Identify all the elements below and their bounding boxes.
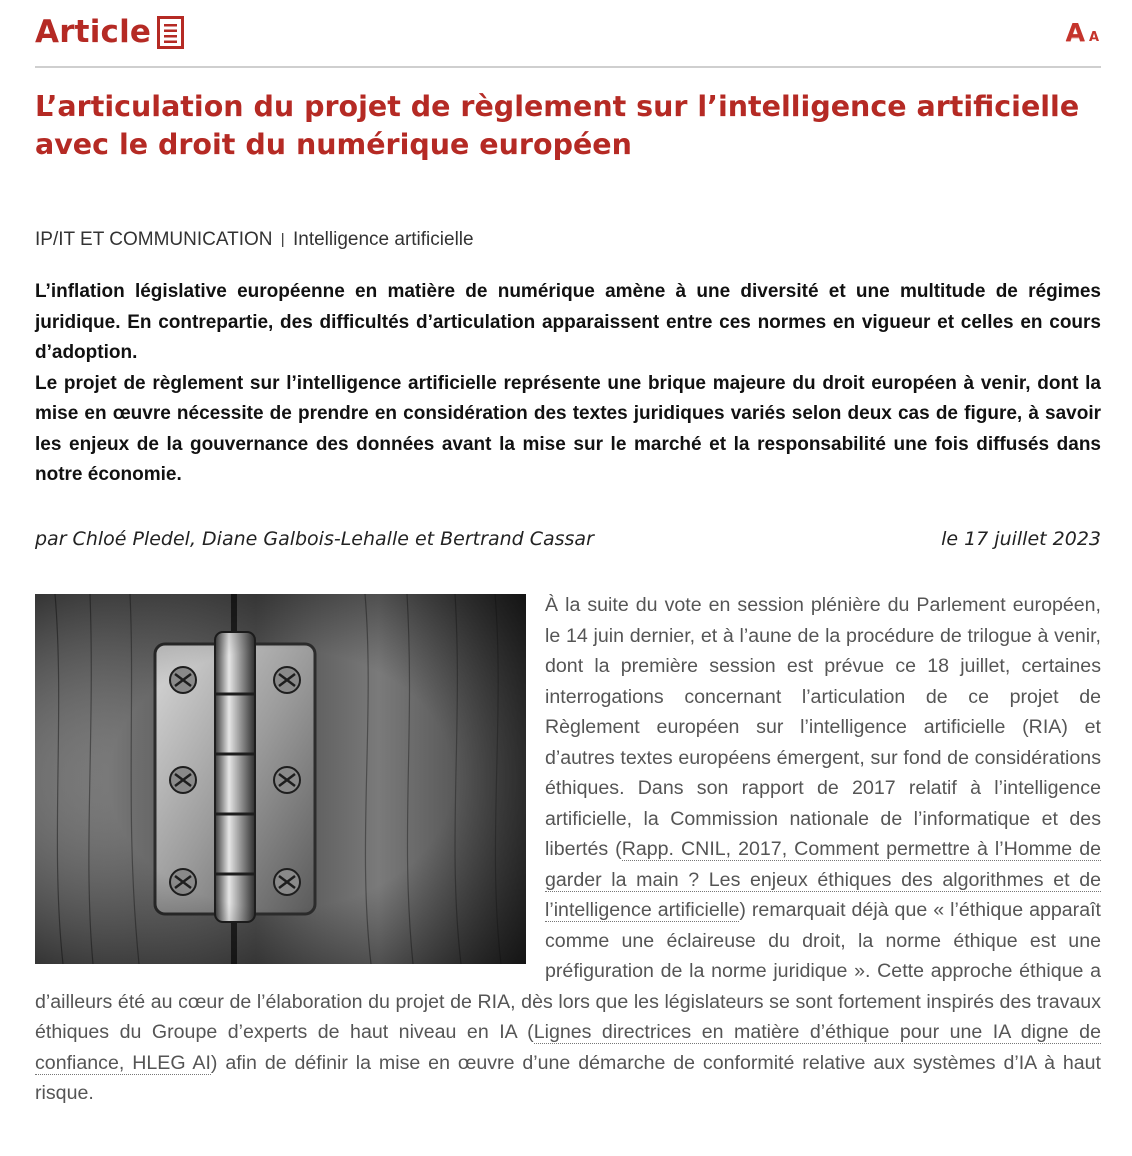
lead-paragraph: L’inflation législative européenne en matière de numérique amène à une diversité et une multitude de régimes juridique. En contrepartie, des difficultés d’articulation apparaissent entre ces normes en vigueur et celles en cours d’adoption. xyxy=(35,281,1101,363)
font-size-increase-button[interactable]: A xyxy=(1065,18,1085,47)
publication-date: le 17 juillet 2023 xyxy=(941,528,1101,550)
cnil-report-link[interactable]: Rapp. CNIL, 2017, Comment permettre à l’Homme de garder la main ? Les enjeux éthiques des algorithmes et de l’intelligence artificielle xyxy=(545,838,1101,921)
category-line xyxy=(35,229,474,251)
article-page xyxy=(35,0,1101,1104)
category-link[interactable]: IP/IT ET COMMUNICATION xyxy=(35,229,273,250)
font-size-decrease-button[interactable]: A xyxy=(1088,30,1099,45)
article-lead xyxy=(35,277,1101,491)
article-body xyxy=(35,590,1101,1109)
byline xyxy=(35,528,1101,550)
category-separator: | xyxy=(280,231,285,248)
body-text-part: À la suite du vote en session plénière du Parlement européen, le 14 juin dernier, et à l’aune de la procédure de trilogue à venir, dont la première session est prévue ce 18 juillet, certaines interrogations concernant l’articulation de ce projet de Règlement européen sur l’intelligence artificielle (RIA) et d’autres textes européens émergent, sur fond de considérations éthiques. Dans son rapport de 2017 relatif à l’intelligence artificielle, la Commission nationale de l’informatique et des libertés ( xyxy=(545,594,1101,860)
body-text-part: ) remarquait déjà que « l’éthique apparaît comme une éclaireuse du droit, la norme éthique est une préfiguration de la norme juridique ». Cette approche éthique a d’ailleurs été au cœur de l’élaboration du projet de RIA, dès lors que les législateurs se sont fortement inspirés des travaux éthiques du Groupe d’experts de haut niveau en IA ( xyxy=(35,899,1101,1043)
body-text-part: ) afin de définir la mise en œuvre d’une démarche de conformité relative aux systèmes d’IA à haut risque. xyxy=(35,1051,1101,1104)
font-size-control[interactable] xyxy=(1066,20,1099,45)
authors: par Chloé Pledel, Diane Galbois-Lehalle et Bertrand Cassar xyxy=(35,528,594,550)
lead-paragraph: Le projet de règlement sur l’intelligence artificielle représente une brique majeure du droit européen à venir, dont la mise en œuvre nécessite de prendre en considération des textes juridiques variés selon deux cas de figure, à savoir les enjeux de la gouvernance des données avant la mise sur le marché et la responsabilité une fois diffusés dans notre économie. xyxy=(35,372,1101,485)
article-title: L’articulation du projet de règlement sur l’intelligence artificielle avec le droit du numérique européen xyxy=(35,90,1080,161)
section-label: Article xyxy=(35,14,152,50)
subcategory-link[interactable]: Intelligence artificielle xyxy=(292,229,474,250)
article-header xyxy=(35,0,1101,68)
hleg-guidelines-link[interactable]: Lignes directrices en matière d’éthique pour une IA digne de confiance, HLEG AI xyxy=(35,1021,1101,1074)
document-icon xyxy=(157,16,184,49)
